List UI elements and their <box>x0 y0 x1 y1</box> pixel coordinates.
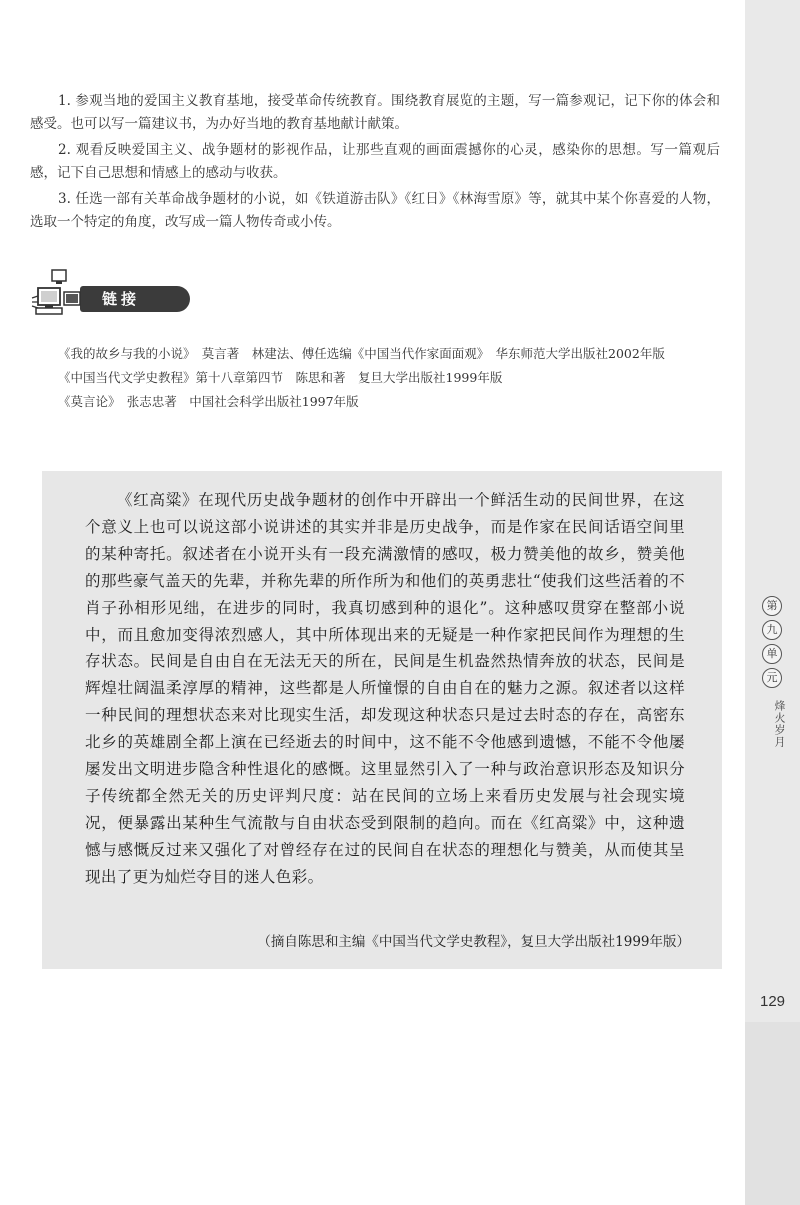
unit-badge-4: 元 <box>762 668 782 688</box>
unit-title: 烽火岁月 <box>773 700 786 748</box>
page-number: 129 <box>759 993 786 1010</box>
unit-badge-1: 第 <box>762 596 782 616</box>
excerpt-text: 《红高粱》在现代历史战争题材的创作中开辟出一个鲜活生动的民间世界，在这个意义上也可以说这部小说讲述的其实并非是历史战争，而是作家在民间话语空间里的某种寄托。叙述者在小说开头有一段充满激情的感叹，极力赞美他的故乡，赞美他的那些豪气盖天的先辈，并称先辈的所作所为和他们的英勇悲壮“使我们这些活着的不肖子孙相形见绌，在进步的同时，我真切感到种的退化”。这种感叹贯穿在整部小说中，而且愈加变得浓烈感人，其中所体现出来的无疑是一种作家把民间作为理想的生存状态。民间是自由自在无法无天的所在，民间是生机盎然热情奔放的状态，民间是辉煌壮阔温柔淳厚的精神，这些都是人所憧憬的自由自在的魅力之源。叙述者以这样一种民间的理想状态来对比现实生活，却发现这种状态只是过去时态的存在，高密东北乡的英雄剧全都上演在已经逝去的时间中，这不能不令他感到遗憾，不能不令他屡屡发出文明进步隐含种性退化的感慨。这里显然引入了一种与政治意识形态及知识分子传统都全然无关的历史评判尺度：站在民间的立场上来看历史发展与社会现实境况，便暴露出某种生气流散与自由状态受到限制的趋向。而在《红高粱》中，这种遗憾与感慨反过来又强化了对曾经存在过的民间自在状态的理想化与赞美，从而使其呈现出了更为灿烂夺目的迷人色彩。 <box>85 491 685 886</box>
activity-item-1: 1. 参观当地的爱国主义教育基地，接受革命传统教育。围绕教育展览的主题，写一篇参观记，记下你的体会和感受。也可以写一篇建议书，为办好当地的教育基地献计献策。 <box>30 93 720 132</box>
activity-item-2: 2. 观看反映爱国主义、战争题材的影视作品，让那些直观的画面震撼你的心灵，感染你的思想。写一篇观后感，记下自己思想和情感上的感动与收获。 <box>30 142 720 181</box>
reference-item-2: 《中国当代文学史教程》第十八章第四节 陈思和著 复旦大学出版社1999年版 <box>58 370 503 385</box>
unit-badges <box>752 596 792 688</box>
computer-icon <box>30 266 100 324</box>
link-section-header <box>30 266 170 324</box>
sidebar-lower-band <box>745 1022 800 1205</box>
unit-badge-2: 九 <box>762 620 782 640</box>
reference-list <box>30 342 730 414</box>
unit-badge-3: 单 <box>762 644 782 664</box>
excerpt-source: （摘自陈思和主编《中国当代文学史教程》，复旦大学出版社1999年版） <box>257 934 690 950</box>
activity-item-3: 3. 任选一部有关革命战争题材的小说，如《铁道游击队》《红日》《林海雪原》等，就其中某个你喜爱的人物，选取一个特定的角度，改写成一篇人物传奇或小传。 <box>30 191 720 230</box>
reference-item-3: 《莫言论》 张志忠著 中国社会科学出版社1997年版 <box>58 394 359 409</box>
reference-item-1: 《我的故乡与我的小说》 莫言著 林建法、傅任选编《中国当代作家面面观》 华东师范大学出版社2002年版 <box>58 346 665 361</box>
link-section-label: 链接 <box>102 290 141 308</box>
activity-list <box>30 90 720 237</box>
